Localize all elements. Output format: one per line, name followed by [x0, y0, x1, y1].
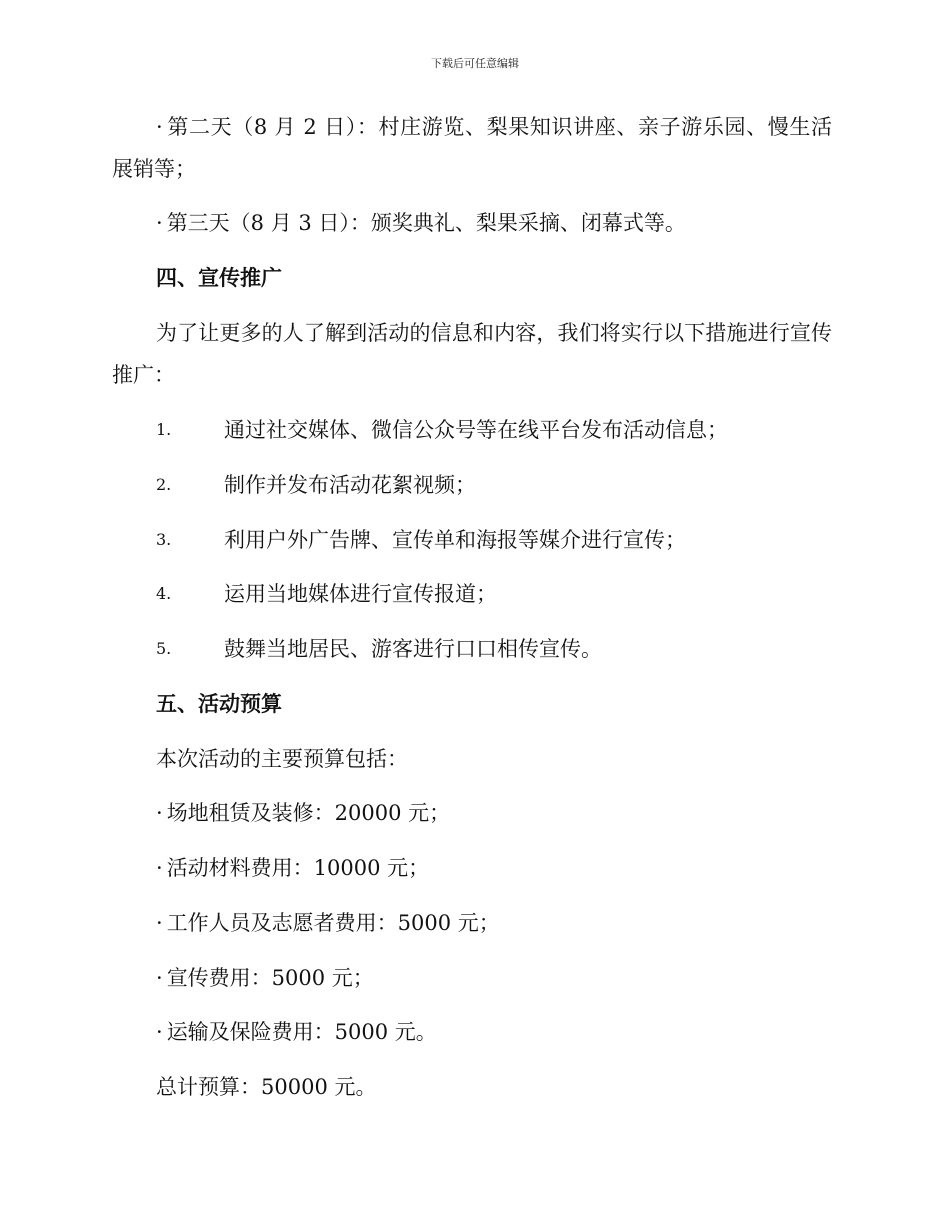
- budget-item-text: 场地租赁及装修：20000 元；: [166, 801, 451, 825]
- bullet-dot: ·: [156, 856, 163, 880]
- schedule-day2: [112, 106, 832, 190]
- budget-item: [156, 1011, 950, 1053]
- budget-item-text: 运输及保险费用：5000 元。: [166, 1020, 437, 1044]
- list-number: 5.: [156, 639, 172, 658]
- bullet-dot: ·: [156, 966, 163, 990]
- section5-heading: 五、活动预算: [156, 691, 282, 716]
- budget-item: [156, 957, 950, 999]
- budget-total: 总计预算：50000 元。: [156, 1075, 377, 1099]
- page-header: 下载后可任意编辑: [431, 57, 519, 70]
- section4-heading: 四、宣传推广: [156, 265, 282, 290]
- bullet-dot: ·: [156, 801, 163, 825]
- schedule-day3-text: 第三天（8 月 3 日）：颁奖典礼、梨果采摘、闭幕式等。: [166, 211, 686, 235]
- schedule-day2-text: 第二天（8 月 2 日）：村庄游览、梨果知识讲座、亲子游乐园、慢生活展销等；: [112, 115, 832, 181]
- bullet-dot: ·: [156, 211, 163, 235]
- list-text: 运用当地媒体进行宣传报道；: [224, 582, 497, 606]
- bullet-dot: ·: [156, 911, 163, 935]
- list-text: 制作并发布活动花絮视频；: [224, 473, 476, 497]
- list-number: 3.: [156, 530, 172, 549]
- budget-item: [156, 847, 950, 889]
- list-text: 利用户外广告牌、宣传单和海报等媒介进行宣传；: [224, 528, 686, 552]
- budget-item-text: 活动材料费用：10000 元；: [166, 856, 430, 880]
- list-text: 鼓舞当地居民、游客进行口口相传宣传。: [224, 637, 602, 661]
- budget-item: [156, 792, 950, 834]
- budget-item-text: 宣传费用：5000 元；: [166, 966, 374, 990]
- list-text: 通过社交媒体、微信公众号等在线平台发布活动信息；: [224, 418, 728, 442]
- budget-item-text: 工作人员及志愿者费用：5000 元；: [166, 911, 500, 935]
- bullet-dot: ·: [156, 115, 163, 139]
- section5-intro: 本次活动的主要预算包括：: [156, 747, 408, 771]
- list-number: 4.: [156, 584, 172, 603]
- budget-item: [156, 902, 950, 944]
- bullet-dot: ·: [156, 1020, 163, 1044]
- list-number: 1.: [156, 420, 172, 439]
- schedule-day3: [156, 202, 950, 244]
- section4-intro: 为了让更多的人了解到活动的信息和内容，我们将实行以下措施进行宣传推广：: [112, 321, 832, 387]
- list-number: 2.: [156, 475, 172, 494]
